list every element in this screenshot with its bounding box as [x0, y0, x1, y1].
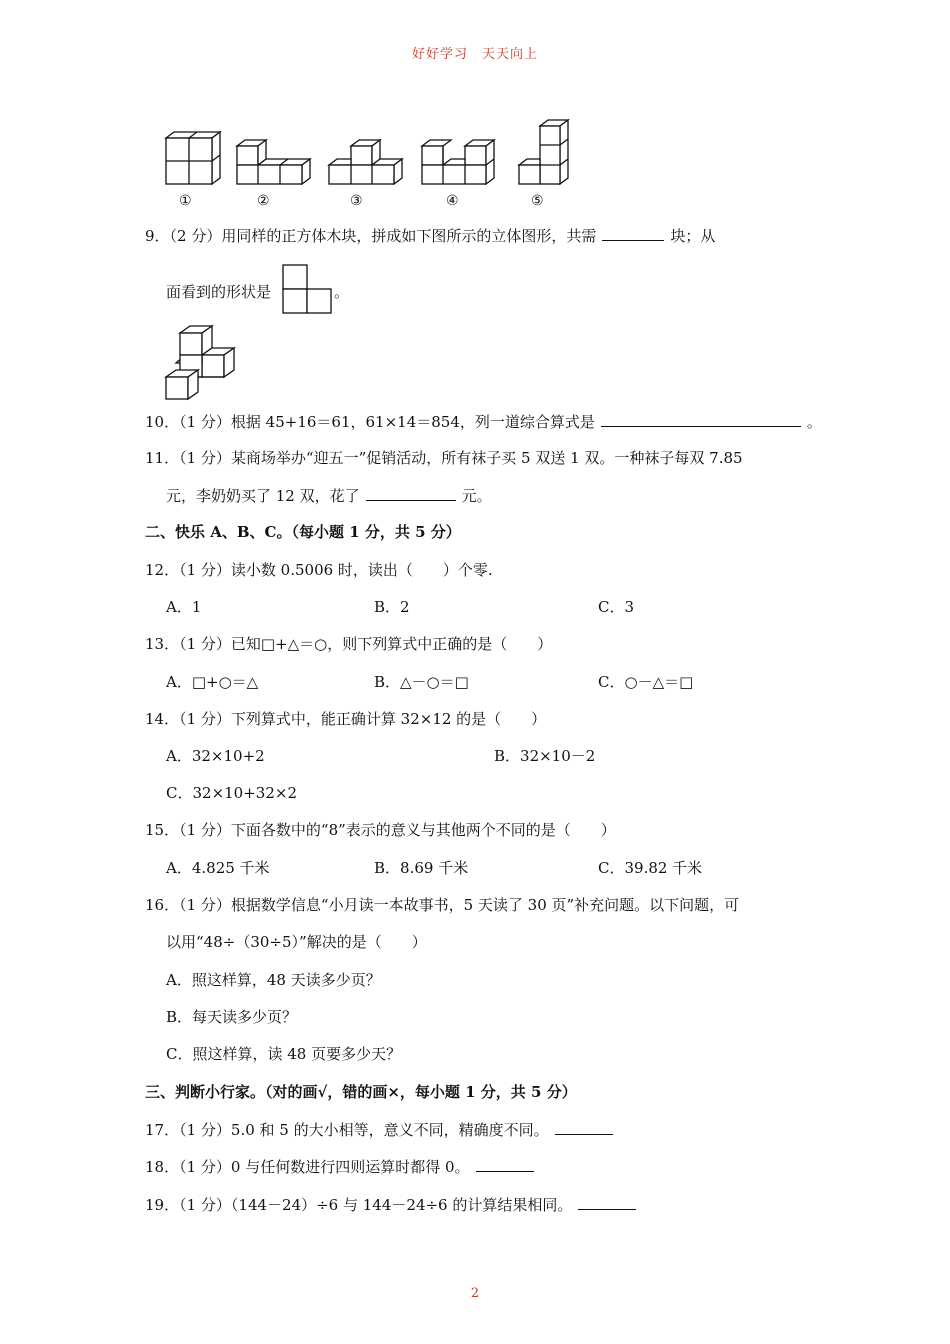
- section-2-heading: 二、快乐 A、B、C。（每小题 1 分，共 5 分）: [145, 523, 461, 541]
- cube-figures-row: [160, 118, 580, 218]
- q18-text: 18．（1 分）0 与任何数进行四则运算时都得 0。: [145, 1158, 470, 1176]
- figure-5: [519, 120, 568, 184]
- q9-line2: [166, 282, 271, 302]
- q10-text: 10．（1 分）根据 45+16＝61，61×14＝854，列一道综合算式是: [145, 413, 595, 431]
- q13-option-c[interactable]: C．○－△＝□: [598, 673, 694, 691]
- q17: [145, 1119, 619, 1140]
- q14-option-a[interactable]: A．32×10+2: [166, 747, 265, 765]
- q11-unit: 元。: [461, 487, 492, 505]
- q11-answer-blank[interactable]: [366, 485, 456, 501]
- figure-3: [329, 140, 402, 184]
- figure-label-2: ②: [257, 193, 270, 209]
- q9-text-3: 面看到的形状是: [166, 283, 272, 301]
- q9-cube-figure: [163, 323, 239, 403]
- q9-answer-blank-count[interactable]: [602, 225, 664, 241]
- q9-line1: [145, 225, 715, 246]
- q14-option-c[interactable]: C．32×10+32×2: [166, 784, 297, 802]
- q14-stem: 14．（1 分）下列算式中，能正确计算 32×12 的是（ ）: [145, 710, 547, 728]
- figure-label-1: ①: [179, 193, 192, 209]
- q12-option-b[interactable]: B．2: [374, 598, 410, 616]
- figure-4: [422, 140, 494, 184]
- q19: [145, 1194, 642, 1215]
- q19-text: 19．（1 分）（144－24）÷6 与 144－24÷6 的计算结果相同。: [145, 1196, 573, 1214]
- figure-label-4: ④: [446, 193, 459, 209]
- q15-option-a[interactable]: A．4.825 千米: [166, 859, 270, 877]
- q9-text-1: 9．（2 分）用同样的正方体木块，拼成如下图所示的立体图形，共需: [145, 227, 597, 245]
- figure-label-3: ③: [350, 193, 363, 209]
- q13-option-a[interactable]: A．□+○＝△: [166, 673, 259, 691]
- q13-option-b[interactable]: B．△－○＝□: [374, 673, 469, 691]
- q10-period: 。: [806, 413, 822, 431]
- q17-text: 17．（1 分）5.0 和 5 的大小相等，意义不同，精确度不同。: [145, 1121, 549, 1139]
- q19-answer-blank[interactable]: [578, 1194, 636, 1210]
- q10: [145, 411, 822, 432]
- q18-answer-blank[interactable]: [476, 1156, 534, 1172]
- q11-line1: 11．（1 分）某商场举办“迎五一”促销活动，所有袜子买 5 双送 1 双。一种袜子每双 7.85: [145, 449, 743, 467]
- page-header: 好好学习 天天向上: [411, 47, 538, 62]
- q10-answer-blank[interactable]: [601, 411, 801, 427]
- q17-answer-blank[interactable]: [555, 1119, 613, 1135]
- q15-option-b[interactable]: B．8.69 千米: [374, 859, 469, 877]
- q16-option-b[interactable]: B．每天读多少页？: [166, 1008, 298, 1026]
- q9-text-2: 块；从: [670, 227, 716, 245]
- q15-stem: 15．（1 分）下面各数中的“8”表示的意义与其他两个不同的是（ ）: [145, 821, 616, 839]
- q12-option-c[interactable]: C．3: [598, 598, 635, 616]
- q16-line2: 以用“48÷（30÷5）”解决的是（ ）: [166, 933, 427, 951]
- q16-option-a[interactable]: A．照这样算，48 天读多少页？: [166, 971, 381, 989]
- q12-stem: 12．（1 分）读小数 0.5006 时，读出（ ）个零.: [145, 561, 493, 579]
- q11-text: 元，李奶奶买了 12 双，花了: [166, 487, 360, 505]
- page-number: 2: [470, 1286, 480, 1301]
- q18: [145, 1156, 540, 1177]
- q12-option-a[interactable]: A．1: [166, 598, 202, 616]
- q11-line2: [166, 485, 492, 506]
- q9-period: 。: [334, 283, 350, 301]
- figure-2: [237, 140, 310, 184]
- q14-option-b[interactable]: B．32×10－2: [494, 747, 596, 765]
- q9-view-shape: [282, 264, 334, 316]
- section-3-heading: 三、判断小行家。（对的画√，错的画×，每小题 1 分，共 5 分）: [145, 1083, 577, 1101]
- q16-option-c[interactable]: C．照这样算，读 48 页要多少天？: [166, 1045, 402, 1063]
- figure-1: [166, 132, 220, 184]
- q15-option-c[interactable]: C．39.82 千米: [598, 859, 703, 877]
- q13-stem: 13．（1 分）已知□+△＝○，则下列算式中正确的是（ ）: [145, 635, 553, 653]
- figure-label-5: ⑤: [531, 193, 544, 209]
- q16-line1: 16．（1 分）根据数学信息“小月读一本故事书，5 天读了 30 页”补充问题。以下问题，可: [145, 896, 740, 914]
